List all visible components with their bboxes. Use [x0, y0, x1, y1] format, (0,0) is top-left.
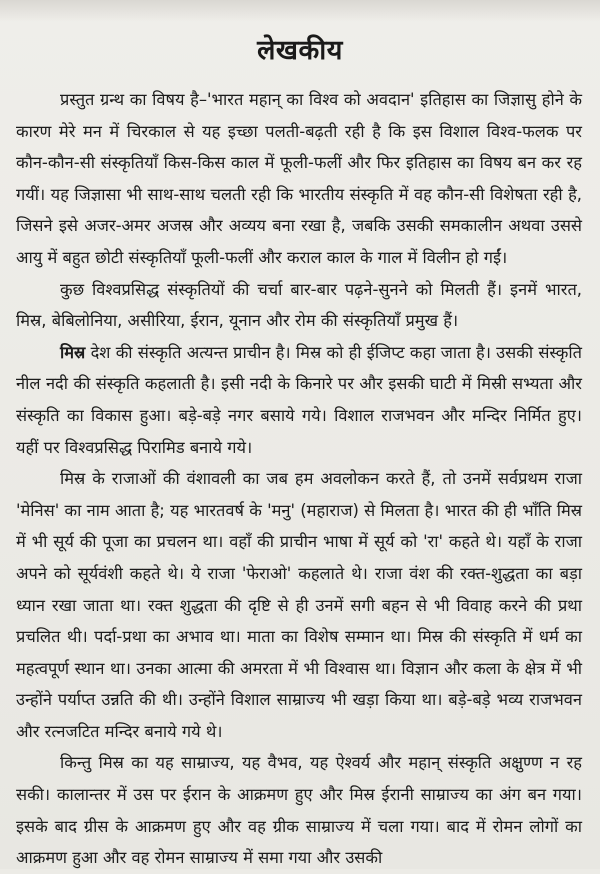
paragraph-1-text: प्रस्तुत ग्रन्थ का विषय है–'भारत महान् का विश्व को अवदान' इतिहास का जिज्ञासु होने के कारण मेरे मन में चिरकाल से यह इच्छा पलती-बढ़ती रही है कि इस विशाल विश्व-फलक पर कौन-कौन-सी संस्कृतियाँ किस-किस काल में फूली-फलीं और फिर इतिहास का विषय बन कर रह गयीं। यह जिज्ञासा भी साथ-साथ चलती रही कि भारतीय संस्कृति में वह कौन-सी विशेषता रही है, जिसने इसे अजर-अमर अजस्र और अव्यय बना रखा है, जबकि उसकी समकालीन अथवा उससे आयु में बहुत छोटी संस्कृतियाँ फूली-फलीं और कराल काल के गाल में विलीन हो गईं। — [16, 90, 582, 267]
paragraph-5 — [16, 747, 582, 873]
paragraph-3 — [16, 337, 582, 463]
paragraph-1 — [16, 84, 582, 274]
page-title: लेखकीय — [257, 35, 343, 66]
paragraph-2 — [16, 274, 582, 337]
body-text — [16, 84, 582, 874]
paragraph-4-text: मिस्र के राजाओं की वंशावली का जब हम अवलोकन करते हैं, तो उनमें सर्वप्रथम राजा 'मेनिस' का नाम आता है; यह भारतवर्ष के 'मनु' (महाराज) से मिलता है। भारत की ही भाँति मिस्र में भी सूर्य की पूजा का प्रचलन था। वहाँ की प्राचीन भाषा में सूर्य को 'रा' कहते थे। यहाँ के राजा अपने को सूर्यवंशी कहते थे। ये राजा 'फेराओ' कहलाते थे। राजा वंश की रक्त-शुद्धता का बड़ा ध्यान रखा जाता था। रक्त शुद्धता की दृष्टि से ही उनमें सगी बहन से भी विवाह करने की प्रथा प्रचलित थी। पर्दा-प्रथा का अभाव था। माता का विशेष सम्मान था। मिस्र की संस्कृति में धर्म का महत्वपूर्ण स्थान था। उनका आत्मा की अमरता में भी विश्वास था। विज्ञान और कला के क्षेत्र में भी उन्होंने पर्याप्त उन्नति की थी। उन्होंने विशाल साम्राज्य भी खड़ा किया था। बड़े-बड़े भव्य राजभवन और रत्नजटित मन्दिर बनाये गये थे। — [16, 469, 583, 741]
paragraph-4 — [16, 463, 582, 747]
paragraph-3-bold-lead: मिस्र — [60, 342, 86, 362]
paragraph-2-text: कुछ विश्वप्रसिद्ध संस्कृतियों की चर्चा बार-बार पढ़ने-सुनने को मिलती हैं। इनमें भारत, मिस्र, बेबिलोनिया, असीरिया, ईरान, यूनान और रोम की संस्कृतियाँ प्रमुख हैं। — [16, 279, 582, 331]
paragraph-3-text: देश की संस्कृति अत्यन्त प्राचीन है। मिस्र को ही ईजिप्ट कहा जाता है। उसकी संस्कृति नील नदी की संस्कृति कहलाती है। इसी नदी के किनारे पर और इसकी घाटी में मिस्री सभ्यता और संस्कृति का विकास हुआ। बड़े-बड़े नगर बसाये गये। विशाल राजभवन और मन्दिर निर्मित हुए। यहीं पर विश्वप्रसिद्ध पिरामिड बनाये गये। — [16, 342, 582, 457]
paragraph-5-text: किन्तु मिस्र का यह साम्राज्य, यह वैभव, यह ऐश्वर्य और महान् संस्कृति अक्षुण्ण न रह सकी। कालान्तर में उस पर ईरान के आक्रमण हुए और मिस्र ईरानी साम्राज्य का अंग बन गया। इसके बाद ग्रीस के आक्रमण हुए और वह ग्रीक साम्राज्य में चला गया। बाद में रोमन लोगों का आक्रमण हुआ और वह रोमन साम्राज्य में समा गया और उसकी — [16, 753, 582, 868]
